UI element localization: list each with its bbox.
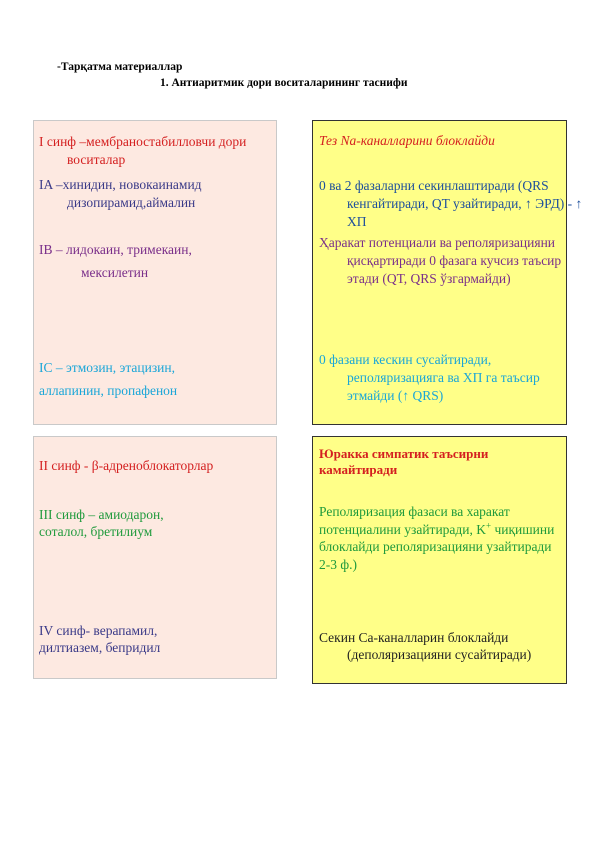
- class-ia-mechanism: 0 ва 2 фазаларни секинлаштиради (QRS кенгайтиради, QT узайтиради, ↑ ЭРД) - ↑ ХП: [319, 178, 583, 229]
- class-ib-line2: мексилетин: [81, 265, 149, 280]
- class-ii-text: II синф - β-адреноблокаторлар: [39, 458, 214, 473]
- class-ic-line1: IC – этмозин, этацизин,: [39, 360, 175, 375]
- class-i-title: I синф –мембраностабилловчи дори воситалар: [39, 134, 247, 167]
- class-ii-iv-mechanism-box: [312, 436, 567, 684]
- class-ib-mechanism: Ҳаракат потенциали ва реполяризацияни қисқартиради 0 фазага кучсиз таъсир этади (QT, QRS ўзгармайди): [319, 235, 562, 286]
- class-iv-line1: IV синф- верапамил,: [39, 623, 158, 638]
- potassium-charge: +: [486, 520, 492, 530]
- document-title: 1. Антиаритмик дори воситаларининг таснифи: [160, 77, 408, 89]
- class-iv-line2: дилтиазем, бепридил: [39, 640, 161, 655]
- class-iii-line1: III синф – амиодарон,: [39, 507, 164, 522]
- class-iii-line2: соталол, бретилиум: [39, 524, 153, 539]
- na-channel-title: Тез Na-каналларини блоклайди: [319, 133, 495, 148]
- handout-heading: -Тарқатма материаллар: [57, 61, 183, 73]
- na-channel-box: [312, 120, 583, 425]
- class-ic-mechanism: 0 фазани кескин сусайтиради, реполяризацияга ва ХП га таъсир этмайди (↑ QRS): [319, 352, 540, 403]
- class-iv-mechanism: Секин Ca-каналларин блоклайди (деполяризацияни сусайтиради): [319, 630, 532, 662]
- class-ii-iv-box: [33, 436, 277, 679]
- class-ib-line1: IB – лидокаин, тримекаин,: [39, 242, 192, 257]
- class-ii-mechanism: Юракка симпатик таъсирни камайтиради: [319, 446, 489, 477]
- class-ic-line2: аллапинин, пропафенон: [39, 383, 178, 398]
- class-i-box: [33, 120, 277, 425]
- class-ia-text: IA –хинидин, новокаинамид дизопирамид,аймалин: [39, 177, 202, 210]
- class-iii-mechanism: [319, 503, 555, 573]
- class-iii-mechanism-text: Реполяризация фазаси ва харакат потенциалини узайтиради, K: [319, 504, 510, 537]
- class-iii-mechanism-text-cont: чиқишини блоклайди реполяризацияни узайтиради 2-3 ф.): [319, 521, 555, 572]
